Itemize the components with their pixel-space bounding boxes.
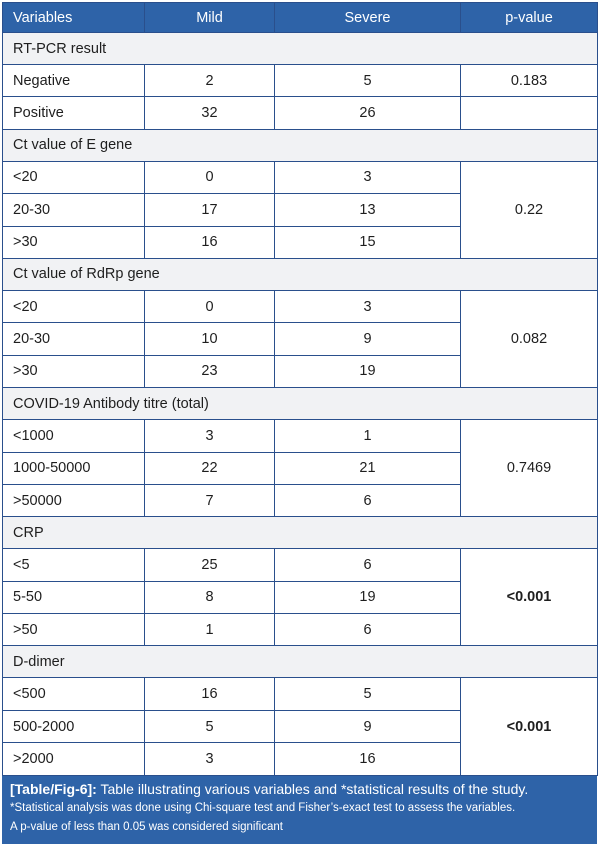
mild-value: 23 (145, 355, 275, 387)
mild-value: 3 (145, 420, 275, 452)
severe-value: 5 (275, 678, 461, 710)
section-row (3, 129, 598, 161)
mild-value: 2 (145, 65, 275, 97)
table-row (3, 65, 598, 97)
section-title: COVID-19 Antibody titre (total) (3, 388, 598, 420)
table-row (3, 97, 598, 129)
table-row (3, 290, 598, 322)
severe-value: 3 (275, 161, 461, 193)
variable-label: <5 (3, 549, 145, 581)
mild-value: 22 (145, 452, 275, 484)
severe-value: 19 (275, 581, 461, 613)
p-value-cell: 0.183 (461, 65, 598, 97)
severe-value: 6 (275, 484, 461, 516)
severe-value: 3 (275, 290, 461, 322)
section-row (3, 388, 598, 420)
p-value-cell: 0.22 (461, 161, 598, 258)
severe-value: 9 (275, 323, 461, 355)
mild-value: 17 (145, 194, 275, 226)
header-p-value: p-value (461, 3, 598, 33)
variable-label: 20-30 (3, 323, 145, 355)
caption-title (10, 780, 589, 799)
mild-value: 0 (145, 161, 275, 193)
severe-value: 13 (275, 194, 461, 226)
mild-value: 25 (145, 549, 275, 581)
p-value-cell: <0.001 (461, 549, 598, 646)
severe-value: 16 (275, 743, 461, 775)
variable-label: >30 (3, 355, 145, 387)
table-row (3, 161, 598, 193)
variable-label: >50000 (3, 484, 145, 516)
mild-value: 5 (145, 710, 275, 742)
variable-label: 5-50 (3, 581, 145, 613)
mild-value: 10 (145, 323, 275, 355)
variable-label: >2000 (3, 743, 145, 775)
variable-label: <20 (3, 161, 145, 193)
variable-label: >50 (3, 614, 145, 646)
table-row (3, 678, 598, 710)
caption-tag: [Table/Fig-6]: (10, 781, 97, 797)
caption-note-2: A p-value of less than 0.05 was considered significant (10, 821, 283, 833)
severe-value: 15 (275, 226, 461, 258)
severe-value: 26 (275, 97, 461, 129)
caption-title-text: Table illustrating various variables and *statistical results of the study. (96, 781, 529, 797)
mild-value: 32 (145, 97, 275, 129)
variable-label: Positive (3, 97, 145, 129)
severe-value: 9 (275, 710, 461, 742)
caption-note-1: *Statistical analysis was done using Chi-square test and Fisher’s-exact test to assess the variables. (10, 802, 516, 814)
variable-label: Negative (3, 65, 145, 97)
header-variables: Variables (3, 3, 145, 33)
mild-value: 16 (145, 226, 275, 258)
section-row (3, 258, 598, 290)
variable-label: 20-30 (3, 194, 145, 226)
severe-value: 19 (275, 355, 461, 387)
header-row (3, 3, 598, 33)
section-title: Ct value of E gene (3, 129, 598, 161)
section-title: Ct value of RdRp gene (3, 258, 598, 290)
variable-label: <500 (3, 678, 145, 710)
severe-value: 21 (275, 452, 461, 484)
p-value-cell (461, 97, 598, 129)
variable-label: 500-2000 (3, 710, 145, 742)
severe-value: 5 (275, 65, 461, 97)
section-row (3, 646, 598, 678)
section-title: D-dimer (3, 646, 598, 678)
variable-label: <20 (3, 290, 145, 322)
section-title: RT-PCR result (3, 33, 598, 65)
table-caption (2, 776, 597, 844)
severe-value: 1 (275, 420, 461, 452)
variable-label: >30 (3, 226, 145, 258)
results-table (2, 2, 598, 776)
severe-value: 6 (275, 614, 461, 646)
p-value-cell: <0.001 (461, 678, 598, 775)
p-value-cell: 0.7469 (461, 420, 598, 517)
mild-value: 1 (145, 614, 275, 646)
section-row (3, 33, 598, 65)
table-row (3, 549, 598, 581)
mild-value: 3 (145, 743, 275, 775)
mild-value: 16 (145, 678, 275, 710)
variable-label: 1000-50000 (3, 452, 145, 484)
mild-value: 0 (145, 290, 275, 322)
section-title: CRP (3, 517, 598, 549)
severe-value: 6 (275, 549, 461, 581)
p-value-cell: 0.082 (461, 290, 598, 387)
header-mild: Mild (145, 3, 275, 33)
mild-value: 7 (145, 484, 275, 516)
table-row (3, 420, 598, 452)
mild-value: 8 (145, 581, 275, 613)
variable-label: <1000 (3, 420, 145, 452)
section-row (3, 517, 598, 549)
header-severe: Severe (275, 3, 461, 33)
